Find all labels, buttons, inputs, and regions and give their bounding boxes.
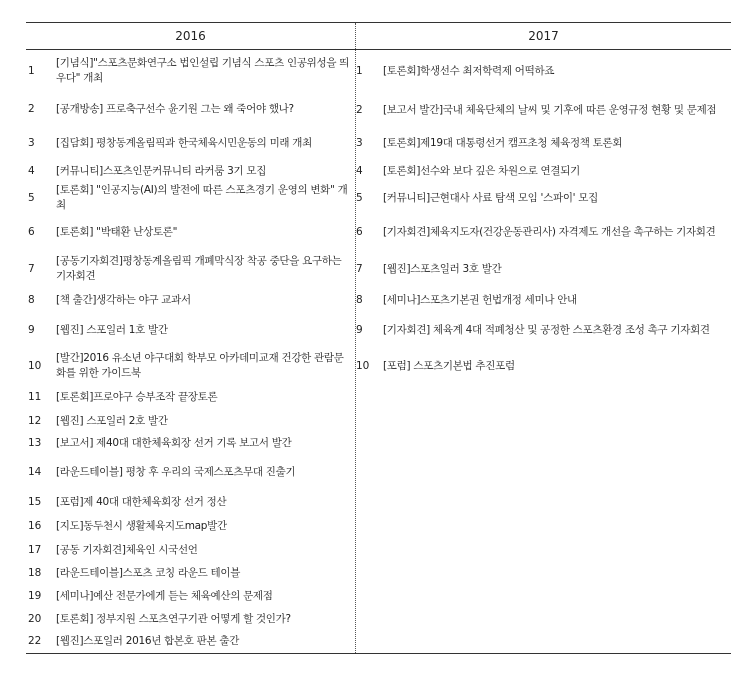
- header-divider: [26, 49, 731, 50]
- table-row: [356, 159, 724, 183]
- row-number: 2: [28, 102, 35, 115]
- row-text: [공개방송] 프로축구선수 윤기원 그는 왜 죽어야 했나?: [56, 102, 294, 115]
- table-row: [26, 431, 351, 455]
- row-number: 22: [28, 634, 42, 647]
- row-number: 10: [28, 359, 42, 372]
- table-row: [356, 92, 724, 128]
- row-text: [포럼]제 40대 대한체육회장 선거 정산: [56, 495, 227, 508]
- row-text: [웹진] 스포일러 1호 발간: [56, 323, 168, 336]
- row-text: [토론회]프로야구 승부조작 끝장토론: [56, 390, 218, 403]
- table-row: [26, 561, 351, 585]
- table-row: [356, 312, 724, 348]
- row-text: [포럼] 스포츠기본법 추진포럼: [383, 359, 515, 372]
- row-text: [커뮤니티]스포츠인문커뮤니티 라커룸 3기 모집: [56, 164, 267, 177]
- table-row: [26, 316, 351, 344]
- row-number: 20: [28, 612, 42, 625]
- row-text: [토론회]학생선수 최저학력제 어떡하죠: [383, 64, 555, 77]
- row-number: 2: [356, 103, 363, 116]
- row-text: [발간]2016 유소년 야구대회 학부모 아카데미교재 건강한 관람문화를 위한 가이드북: [56, 352, 344, 379]
- row-text: [세미나]스포츠기본권 헌법개정 세미나 안내: [383, 293, 577, 306]
- table-row: [26, 458, 351, 486]
- table-row: [356, 288, 724, 312]
- table-row: [26, 217, 351, 247]
- table-row: [356, 214, 724, 250]
- row-number: 16: [28, 519, 42, 532]
- row-number: 7: [356, 262, 363, 275]
- row-text: [보고서] 제40대 대한체육회장 선거 기록 보고서 발간: [56, 436, 292, 449]
- row-number: 8: [356, 293, 363, 306]
- row-number: 18: [28, 566, 42, 579]
- row-text: [집담회] 평창동계올림픽과 한국체육시민운동의 미래 개최: [56, 136, 312, 149]
- row-number: 4: [28, 164, 35, 177]
- row-text: [라운드테이블]스포츠 코칭 라운드 테이블: [56, 566, 241, 579]
- header-2017: 2017: [528, 29, 559, 43]
- table-row: [26, 584, 351, 608]
- row-number: 14: [28, 465, 42, 478]
- row-number: 7: [28, 262, 35, 275]
- table-row: [356, 257, 724, 281]
- table-row: [26, 159, 351, 183]
- table-row: [356, 59, 724, 83]
- table-row: [356, 131, 724, 155]
- table-row: [26, 490, 351, 514]
- row-text: [세미나]예산 전문가에게 듣는 체육예산의 문제점: [56, 589, 273, 602]
- table-row: [26, 131, 351, 155]
- table-row: [26, 514, 351, 538]
- table-row: [26, 385, 351, 409]
- row-number: 1: [356, 64, 363, 77]
- row-number: 17: [28, 543, 42, 556]
- table-row: [26, 186, 351, 210]
- row-text: [토론회]제19대 대통령선거 캠프초청 체육정책 토론회: [383, 136, 623, 149]
- row-number: 3: [356, 136, 363, 149]
- row-number: 9: [28, 323, 35, 336]
- row-text: [토론회]선수와 보다 깊은 차원으로 연결되기: [383, 164, 580, 177]
- row-text: [공동 기자회견]체육인 시국선언: [56, 543, 198, 556]
- row-number: 4: [356, 164, 363, 177]
- row-number: 10: [356, 359, 370, 372]
- row-text: [책 출간]생각하는 야구 교과서: [56, 293, 191, 306]
- row-number: 3: [28, 136, 35, 149]
- table-row: [26, 94, 351, 124]
- row-text: [보고서 발간]국내 체육단체의 날씨 및 기후에 따른 운영규정 현황 및 문제점: [383, 103, 717, 116]
- table-row: [26, 288, 351, 312]
- header-2016: 2016: [175, 29, 206, 43]
- row-text: [웹진]스포츠일러 3호 발간: [383, 262, 502, 275]
- row-text: [웹진]스포일러 2016년 합본호 판본 출간: [56, 634, 240, 647]
- row-number: 9: [356, 323, 363, 336]
- row-number: 6: [28, 225, 35, 238]
- row-text: [기념식]"스포츠문화연구소 법인설립 기념식 스포츠 인공위성을 띄우다" 개최: [56, 57, 350, 84]
- row-text: [기자회견] 체육계 4대 적폐청산 및 공정한 스포츠환경 조성 촉구 기자회견: [383, 323, 710, 336]
- table-row: [26, 348, 351, 384]
- row-number: 13: [28, 436, 42, 449]
- table-row: [26, 53, 351, 89]
- row-text: [커뮤니티]근현대사 사료 탐색 모임 '스파이' 모집: [383, 191, 598, 204]
- row-number: 19: [28, 589, 42, 602]
- row-number: 12: [28, 414, 42, 427]
- row-number: 6: [356, 225, 363, 238]
- table-row: [356, 354, 724, 378]
- row-number: 11: [28, 390, 42, 403]
- table-row: [356, 186, 724, 210]
- events-table: [26, 22, 731, 654]
- row-number: 5: [356, 191, 363, 204]
- table-row: [26, 251, 351, 287]
- row-text: [기자회견]체육지도자(건강운동관리사) 자격제도 개선을 촉구하는 기자회견: [383, 225, 716, 238]
- row-number: 5: [28, 191, 35, 204]
- row-number: 8: [28, 293, 35, 306]
- row-number: 1: [28, 64, 35, 77]
- row-text: [공동기자회견]평창동계올림픽 개폐막식장 착공 중단을 요구하는 기자회견: [56, 255, 342, 282]
- row-text: [라운드테이블] 평창 후 우리의 국제스포츠무대 진출기: [56, 465, 296, 478]
- row-text: [토론회] 정부지원 스포츠연구기관 어떻게 할 것인가?: [56, 612, 291, 625]
- row-text: [지도]동두천시 생활체육지도map발간: [56, 519, 227, 532]
- row-text: [웹진] 스포일러 2호 발간: [56, 414, 168, 427]
- table-row: [26, 629, 351, 653]
- row-text: [토론회] "박태환 난상토론": [56, 225, 178, 238]
- table-row: [26, 607, 351, 631]
- table-row: [26, 409, 351, 433]
- row-text: [토론회] "인공지능(AI)의 발전에 따른 스포츠경기 운영의 변화" 개최: [56, 184, 348, 211]
- table-row: [26, 538, 351, 562]
- row-number: 15: [28, 495, 42, 508]
